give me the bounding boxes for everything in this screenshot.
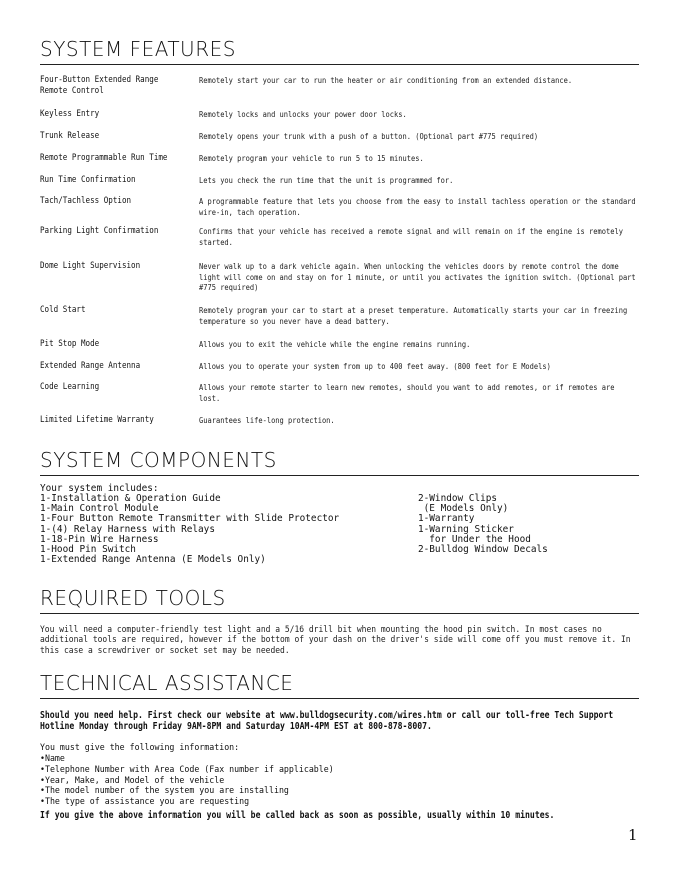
component-item: 1-(4) Relay Harness with Relays bbox=[40, 523, 215, 535]
info-bullet: •The type of assistance you are requesting bbox=[40, 796, 250, 808]
feature-description: Allows you to operate your system from up to 400 feet away. (800 feet for E Models) bbox=[199, 361, 551, 371]
feature-name: Limited Lifetime Warranty bbox=[40, 415, 154, 425]
tech-intro: Should you need help. First check our website at www.bulldogsecurity.com/wires.htm or call our toll-free Tech Support Hotline Monday through Friday 9AM-8PM and Saturday 10AM-4PM EST at 800-878-8007. bbox=[40, 710, 614, 732]
component-item: 1-Four Button Remote Transmitter with Slide Protector bbox=[40, 513, 340, 525]
feature-name: Dome Light Supervision bbox=[40, 261, 141, 271]
component-item: 1-18-Pin Wire Harness bbox=[40, 533, 159, 545]
info-bullet: •The model number of the system you are installing bbox=[40, 785, 289, 797]
tech-closing: If you give the above information you will be called back as soon as possible, usually within 10 minutes. bbox=[40, 810, 555, 821]
feature-name: Keyless Entry bbox=[40, 109, 100, 119]
component-item: 1-Installation & Operation Guide bbox=[40, 493, 221, 504]
feature-name: Pit Stop Mode bbox=[40, 339, 100, 349]
component-item: (E Models Only) bbox=[418, 503, 509, 515]
tools-section bbox=[40, 586, 639, 614]
info-bullet: •Name bbox=[40, 753, 65, 764]
feature-description: Remotely start your car to run the heater or air conditioning from an extended distance. bbox=[199, 75, 573, 85]
component-item: for Under the Hood bbox=[418, 533, 531, 545]
components-section bbox=[40, 448, 639, 476]
features-section bbox=[40, 37, 639, 65]
feature-description: Guarantees life-long protection. bbox=[199, 415, 335, 425]
feature-name: Code Learning bbox=[40, 382, 100, 392]
component-item: 2-Window Clips bbox=[418, 493, 498, 504]
feature-description: Allows your remote starter to learn new remotes, should you want to add remotes, or if remotes are lost. bbox=[199, 382, 615, 403]
features-title: SYSTEM FEATURES bbox=[40, 37, 639, 65]
feature-description: Allows you to exit the vehicle while the engine remains running. bbox=[199, 339, 471, 349]
feature-name: Tach/Tachless Option bbox=[40, 196, 132, 206]
page-number: 1 bbox=[628, 826, 638, 844]
tools-text: You will need a computer-friendly test light and a 5/16 drill bit when mounting the hood pin switch. In most cases no additional tools are required, however if the bottom of your dash on the driver's side will come off you must remove it. In this case a screwdriver or socket set may be needed. bbox=[40, 624, 631, 656]
feature-name: Parking Light Confirmation bbox=[40, 226, 159, 236]
tech-must-give: You must give the following information: bbox=[40, 742, 240, 753]
feature-description: Never walk up to a dark vehicle again. When unlocking the vehicles doors by remote control the dome light will come on and stay on for 1 minute, or until you activates the ignition switch. (Optional part #775 required) bbox=[199, 261, 636, 292]
info-bullet: •Year, Make, and Model of the vehicle bbox=[40, 774, 225, 786]
component-item: 1-Extended Range Antenna (E Models Only) bbox=[40, 554, 266, 566]
feature-description: Remotely program your car to start at a preset temperature. Automatically starts your car in freezing temperature so you never have a dead battery. bbox=[199, 305, 628, 326]
tech-section bbox=[40, 671, 639, 699]
feature-description: A programmable feature that lets you choose from the easy to install tachless operation or the standard wire-in, tach operation. bbox=[199, 196, 636, 217]
tech-bullet-list bbox=[40, 754, 366, 808]
components-left-list bbox=[40, 494, 339, 565]
feature-name: Remote Programmable Run Time bbox=[40, 153, 168, 163]
component-item: 1-Warranty bbox=[418, 513, 475, 525]
feature-description: Confirms that your vehicle has received a remote signal and will remain on if the engine is remotely started. bbox=[199, 226, 623, 247]
feature-name: Cold Start bbox=[40, 305, 86, 315]
components-intro: Your system includes: bbox=[40, 483, 159, 494]
feature-description: Lets you check the run time that the unit is programmed for. bbox=[199, 175, 454, 185]
component-item: 2-Bulldog Window Decals bbox=[418, 544, 548, 556]
feature-description: Remotely opens your trunk with a push of a button. (Optional part #775 required) bbox=[199, 131, 539, 141]
tools-title: REQUIRED TOOLS bbox=[40, 586, 639, 614]
feature-description: Remotely program your vehicle to run 5 to 15 minutes. bbox=[199, 153, 424, 163]
features-list bbox=[40, 75, 639, 435]
feature-name: Run Time Confirmation bbox=[40, 175, 136, 185]
feature-name: Four-Button Extended Range Remote Control bbox=[40, 75, 159, 96]
feature-name: Extended Range Antenna bbox=[40, 361, 141, 371]
feature-description: Remotely locks and unlocks your power door locks. bbox=[199, 109, 407, 119]
component-item: 1-Hood Pin Switch bbox=[40, 544, 136, 556]
tech-title: TECHNICAL ASSISTANCE bbox=[40, 671, 639, 699]
feature-name: Trunk Release bbox=[40, 131, 100, 141]
component-item: 1-Warning Sticker bbox=[418, 523, 514, 535]
info-bullet: •Telephone Number with Area Code (Fax number if applicable) bbox=[40, 763, 334, 775]
components-title: SYSTEM COMPONENTS bbox=[40, 448, 639, 476]
component-item: 1-Main Control Module bbox=[40, 503, 159, 515]
components-right-list bbox=[418, 494, 548, 555]
